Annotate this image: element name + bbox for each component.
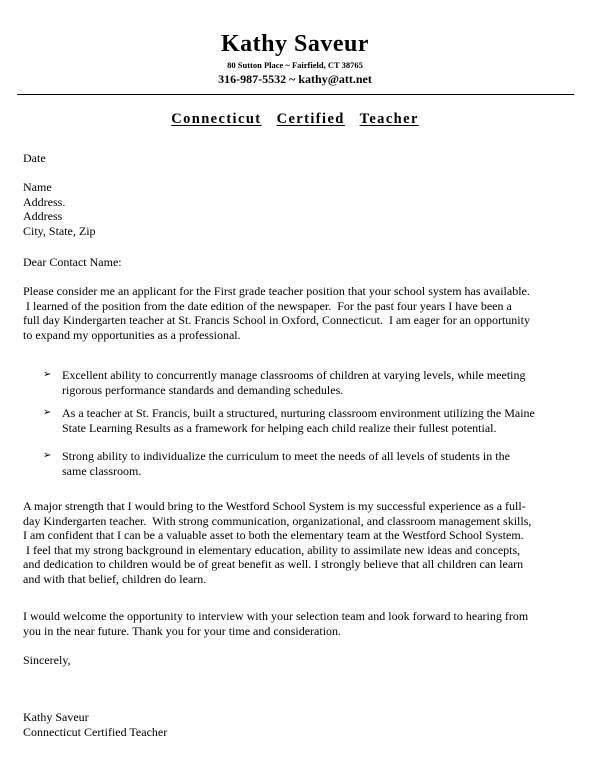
- strength-line: I am confident that I can be a valuable asset to both the elementary team at the Westford School System.: [23, 528, 524, 542]
- signature-title: Connecticut Certified Teacher: [23, 724, 168, 739]
- recipient-address-2: Address: [23, 209, 63, 223]
- valediction: Sincerely,: [23, 653, 71, 667]
- bullet-arrow-icon: ➢: [43, 407, 52, 418]
- headline-word: Connecticut: [171, 111, 262, 127]
- bullet-arrow-icon: ➢: [43, 450, 52, 461]
- signature-name: Kathy Saveur: [23, 710, 89, 724]
- bullet-line: As a teacher at St. Francis, built a structured, nurturing classroom environment utilizing the Maine: [62, 406, 535, 420]
- strength-line: day Kindergarten teacher. With strong communication, organizational, and classroom management skills,: [23, 513, 532, 528]
- strength-line: and with that belief, children do learn.: [23, 571, 207, 586]
- applicant-address: 80 Sutton Place ~ Fairfield, CT 38765: [227, 60, 363, 70]
- intro-line: full day Kindergarten teacher at St. Francis School in Oxford, Connecticut. I am eager for an opportunity: [23, 313, 530, 327]
- strength-line: and dedication to children would be of great benefit as well. I strongly believe that all children can learn: [23, 557, 524, 571]
- intro-line: Please consider me an applicant for the First grade teacher position that your school system has available.: [23, 284, 530, 298]
- intro-line: to expand my opportunities as a professional.: [23, 327, 241, 342]
- headline-word: Teacher: [359, 111, 419, 127]
- closing-line: you in the near future. Thank you for your time and consideration.: [23, 623, 342, 638]
- date-line: Date: [23, 151, 46, 165]
- headline-word: Certified: [276, 111, 345, 127]
- recipient-address-1: Address.: [23, 194, 66, 209]
- bullet-arrow-icon: ➢: [43, 369, 52, 380]
- salutation: Dear Contact Name:: [23, 255, 122, 269]
- header-divider: [17, 94, 574, 95]
- bullet-line: same classroom.: [62, 463, 142, 478]
- bullet-line: rigorous performance standards and demanding schedules.: [62, 382, 344, 397]
- intro-line: I learned of the position from the date edition of the newspaper. For the past four years I have been a: [23, 298, 512, 313]
- applicant-name: Kathy Saveur: [220, 31, 369, 57]
- strength-line: A major strength that I would bring to the Westford School System is my successful experience as a full-: [23, 499, 526, 513]
- bullet-line: Strong ability to individualize the curriculum to meet the needs of all levels of students in the: [62, 449, 510, 463]
- headline: [0, 110, 590, 128]
- recipient-name: Name: [23, 180, 52, 194]
- bullet-line: State Learning Results as a framework for helping each child realize their fullest potential.: [62, 420, 497, 435]
- closing-line: I would welcome the opportunity to interview with your selection team and look forward to hearing from: [23, 609, 529, 623]
- bullet-line: Excellent ability to concurrently manage classrooms of children at varying levels, while meeting: [62, 368, 526, 382]
- strength-line: I feel that my strong background in elementary education, ability to assimilate new ideas and concepts,: [23, 542, 521, 557]
- recipient-city: City, State, Zip: [23, 223, 96, 238]
- applicant-contact: 316-987-5532 ~ kathy@att.net: [218, 72, 372, 86]
